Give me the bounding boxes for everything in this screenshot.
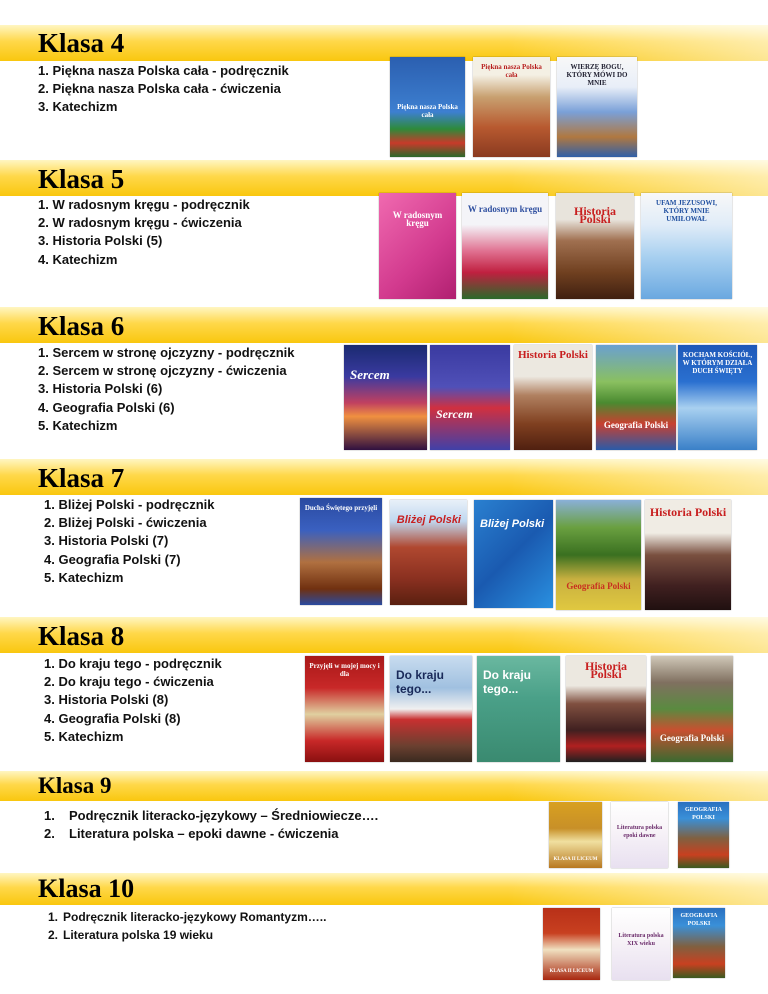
cover-podrecznik-romantyzm: KLASA II LICEUM [543,908,600,980]
section-title-klasa-10: Klasa 10 [38,874,135,903]
cover-geografia-polski-9: GEOGRAFIA POLSKI [678,802,729,868]
list-item: 1. Sercem w stronę ojczyzny - podręcznik [38,345,295,360]
section-title-klasa-7: Klasa 7 [38,463,125,493]
cover-do-kraju-tego-cwiczenia: Do kraju tego... [477,656,560,762]
list-item: 4. Geografia Polski (7) [44,551,181,567]
list-item: 1. Piękna nasza Polska cała - podręcznik [38,63,289,78]
item-list-klasa-7 [44,496,215,587]
section-title-klasa-8: Klasa 8 [38,621,125,651]
section-title-klasa-4: Klasa 4 [38,28,125,58]
list-item: 3. Historia Polski (6) [38,381,163,397]
list-item: 5. Katechizm [44,728,124,744]
cover-historia-polski-6: Historia Polski [514,345,592,450]
cover-sercem-podrecznik: Sercem [344,345,427,450]
cover-ufam-jezusowi: UFAM JEZUSOWI, KTÓRY MNIE UMIŁOWAŁ [641,193,732,299]
cover-w-radosnym-kregu-podrecznik: W radosnym kręgu [379,193,456,299]
list-item: 4. Geografia Polski (8) [44,710,181,726]
cover-sercem-cwiczenia: Sercem [430,345,510,450]
list-item: 2. W radosnym kręgu - ćwiczenia [38,215,242,231]
item-list-klasa-6 [38,344,295,435]
cover-blizej-polski-podrecznik: Bliżej Polski [390,500,467,605]
list-item: 2. Literatura polska 19 wieku [48,928,214,943]
list-item: 3. Historia Polski (7) [44,533,169,549]
list-item: 1. Do kraju tego - podręcznik [44,656,222,671]
section-title-klasa-6: Klasa 6 [38,311,125,341]
list-item: 4. Katechizm [38,251,118,267]
cover-geografia-polski-8: Geografia Polski [651,656,733,762]
cover-podrecznik-sredniowiecze: KLASA II LICEUM [549,802,602,868]
cover-literatura-epoki-dawne: Literatura polska epoki dawne [611,802,668,868]
cover-historia-polski-8: Historia Polski [566,656,646,762]
cover-piekna-nasza-polska-cwiczenia: Piękna nasza Polska cała [473,57,550,157]
list-item: 2. Sercem w stronę ojczyzny - ćwiczenia [38,363,287,379]
item-list-klasa-5 [38,196,250,269]
list-item: 4. Geografia Polski (6) [38,399,175,415]
list-item: 5. Katechizm [38,417,118,433]
item-list-klasa-4 [38,62,289,117]
cover-kocham-kosciol: KOCHAM KOŚCIÓŁ, W KTÓRYM DZIAŁA DUCH ŚWIĘTY [678,345,757,450]
item-list-klasa-8 [44,655,222,746]
list-item: 3. Historia Polski (8) [44,692,169,708]
cover-geografia-polski-10: GEOGRAFIA POLSKI [673,908,725,978]
list-item: 2. Literatura polska – epoki dawne - ćwiczenia [44,826,339,842]
list-item: 5. Katechizm [44,569,124,585]
cover-geografia-polski-6: Geografia Polski [596,345,676,450]
cover-literatura-19-wieku: Literatura polska XIX wieku [612,908,670,980]
item-list-klasa-10 [48,908,326,944]
cover-piekna-nasza-polska-podrecznik: Piękna nasza Polska cała [390,57,465,157]
cover-historia-polski-7: Historia Polski [645,500,731,610]
cover-przyjeli-mocy: Przyjęli w mojej mocy i dla [305,656,384,762]
list-item: 2. Piękna nasza Polska cała - ćwiczenia [38,81,281,97]
cover-historia-polski-5: Historia Polski [556,193,634,299]
list-item: 3. Katechizm [38,99,118,115]
cover-w-radosnym-kregu-cwiczenia: W radosnym kręgu [462,193,548,299]
cover-blizej-polski-cwiczenia: Bliżej Polski [474,500,553,608]
list-item: 3. Historia Polski (5) [38,233,163,249]
section-title-klasa-9: Klasa 9 [38,773,112,798]
list-item: 1. Podręcznik literacko-językowy – Średniowiecze…. [44,808,379,823]
item-list-klasa-9 [44,807,378,843]
list-item: 2. Bliżej Polski - ćwiczenia [44,515,207,531]
cover-duch-swiety: Ducha Świętego przyjęli [300,498,382,605]
list-item: 1. Bliżej Polski - podręcznik [44,497,215,512]
cover-wierze-bogu: WIERZĘ BOGU, KTÓRY MÓWI DO MNIE [557,57,637,157]
list-item: 1. Podręcznik literacko-językowy Romantyzm….. [48,910,327,924]
section-band-klasa-9 [0,771,768,801]
cover-geografia-polski-7: Geografia Polski [556,500,641,610]
section-title-klasa-5: Klasa 5 [38,164,125,194]
list-item: 1. W radosnym kręgu - podręcznik [38,197,250,212]
cover-do-kraju-tego-podrecznik: Do kraju tego... [390,656,472,762]
list-item: 2. Do kraju tego - ćwiczenia [44,674,214,690]
